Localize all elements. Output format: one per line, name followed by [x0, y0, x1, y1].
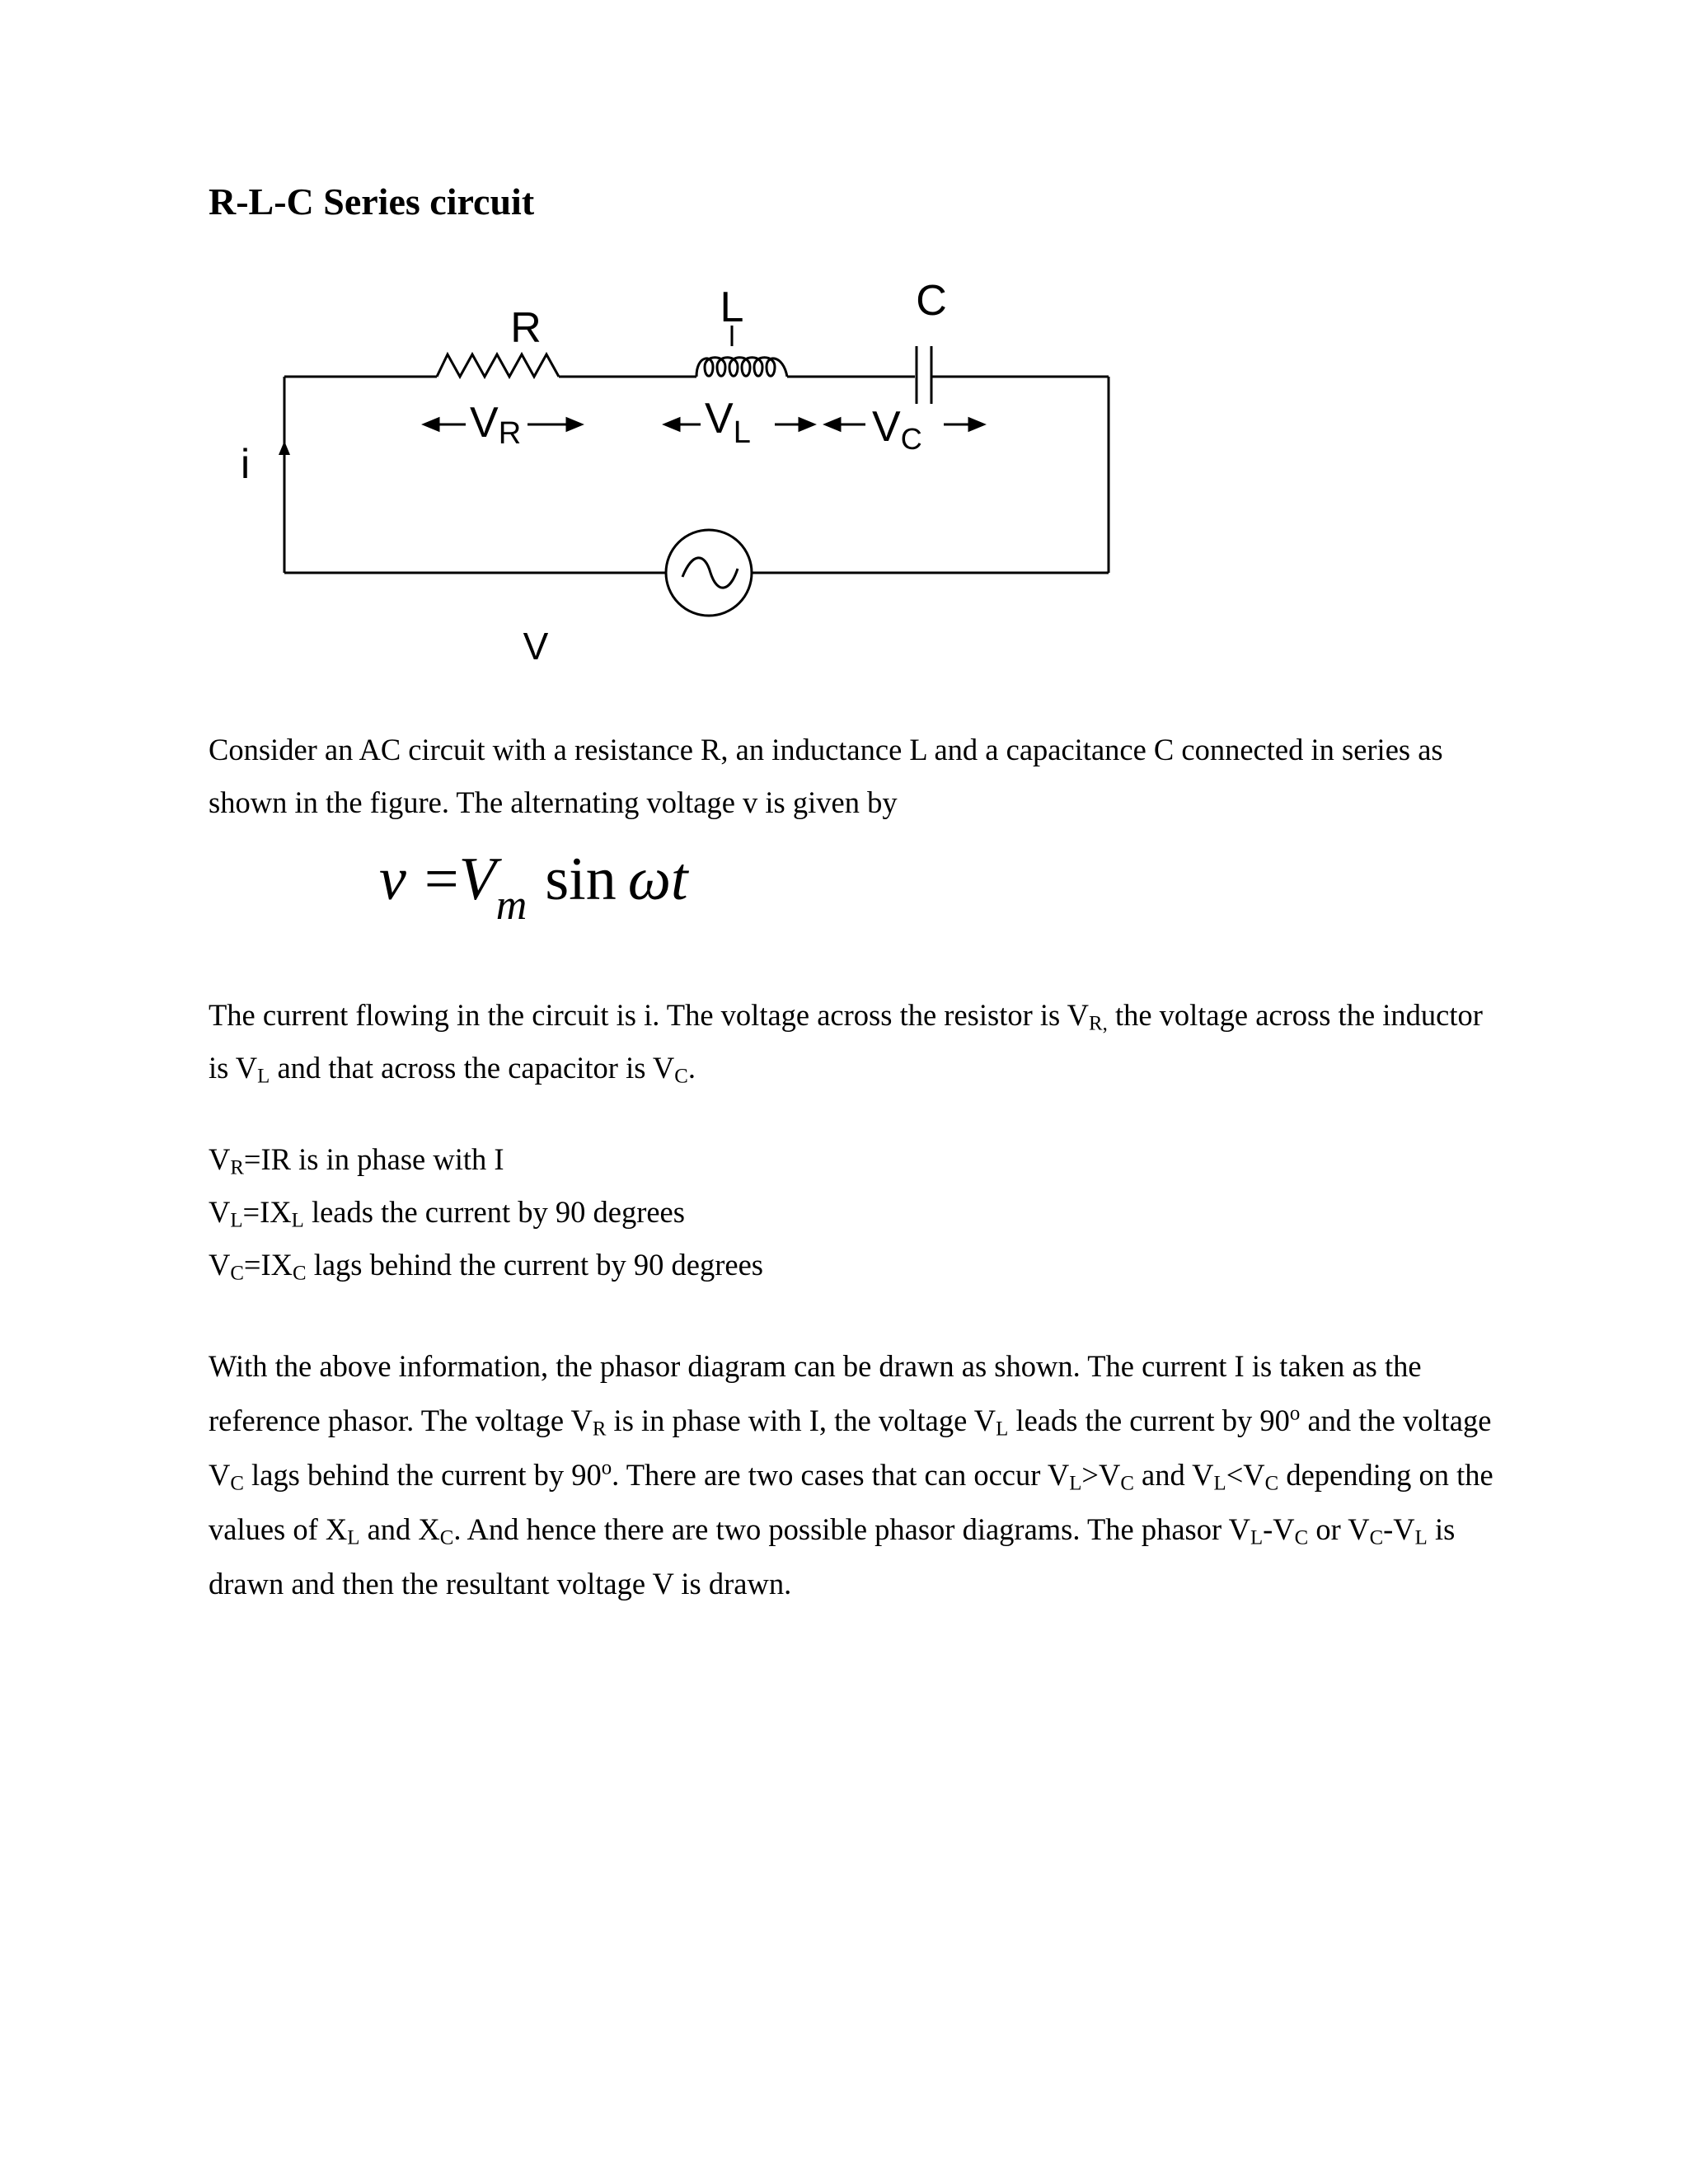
- label-i: i: [241, 441, 251, 487]
- list-item: $V_C=IX_C$ lags behind the current by 90 degrees: [209, 1248, 764, 1285]
- vr-left-arrow-icon: [424, 419, 438, 430]
- vl-left-arrow-icon: [665, 419, 679, 430]
- label-vl: $V_L$: [705, 395, 751, 450]
- current-arrow-icon: [279, 441, 290, 455]
- label-r: R: [510, 304, 542, 352]
- inductor-coil: [696, 358, 787, 377]
- list-item: $V_R=IR$ is in phase with I: [209, 1142, 504, 1179]
- vc-right-arrow-icon: [969, 419, 983, 430]
- voltage-equation: $v =V_m$ sin ωt: [379, 846, 688, 929]
- page-title: R-L-C Series circuit: [209, 180, 535, 223]
- label-l: L: [720, 284, 744, 331]
- resistor-zigzag: [437, 354, 559, 377]
- ac-source-circle: [666, 530, 752, 616]
- paragraph-phasor: With the above information, the phasor diagram can be drawn as shown. The current I is taken as the reference phasor. The voltage $V_R$ is in phase with I, the voltage $V_L$ leads the current by 90$^o$ and the voltage $V_C$ lags behind the current by 90$^o$. There are two cases that can occur $V_L>V_C$ and $V_L<V_C$ depending on the values of $X_L$ and $X_C$. And hence there are two possible phasor diagrams. The phasor $V_L-V_C$ or $V_C-V_L$ is drawn and then the resultant voltage V is drawn.: [209, 1349, 1493, 1601]
- label-v: V: [523, 625, 549, 668]
- vc-left-arrow-icon: [826, 419, 840, 430]
- paragraph-current: The current flowing in the circuit is i. The voltage across the resistor is $V_{R,}$ the voltage across the inductor is $V_L$ and that across the capacitor is $V_C$.: [209, 998, 1483, 1088]
- label-vc: VC: [872, 403, 922, 456]
- paragraph-intro: Consider an AC circuit with a resistance R, an inductance L and a capacitance C connected in series as shown in the figure. The alternating voltage v is given by: [209, 733, 1443, 819]
- rlc-circuit-diagram: [206, 280, 1137, 676]
- vl-right-arrow-icon: [799, 419, 814, 430]
- label-vr: VR: [470, 399, 522, 451]
- label-c: C: [916, 280, 947, 325]
- list-item: $V_L=IX_L$ leads the current by 90 degrees: [209, 1195, 685, 1232]
- phase-relations-list: [209, 1133, 763, 1291]
- vr-right-arrow-icon: [567, 419, 581, 430]
